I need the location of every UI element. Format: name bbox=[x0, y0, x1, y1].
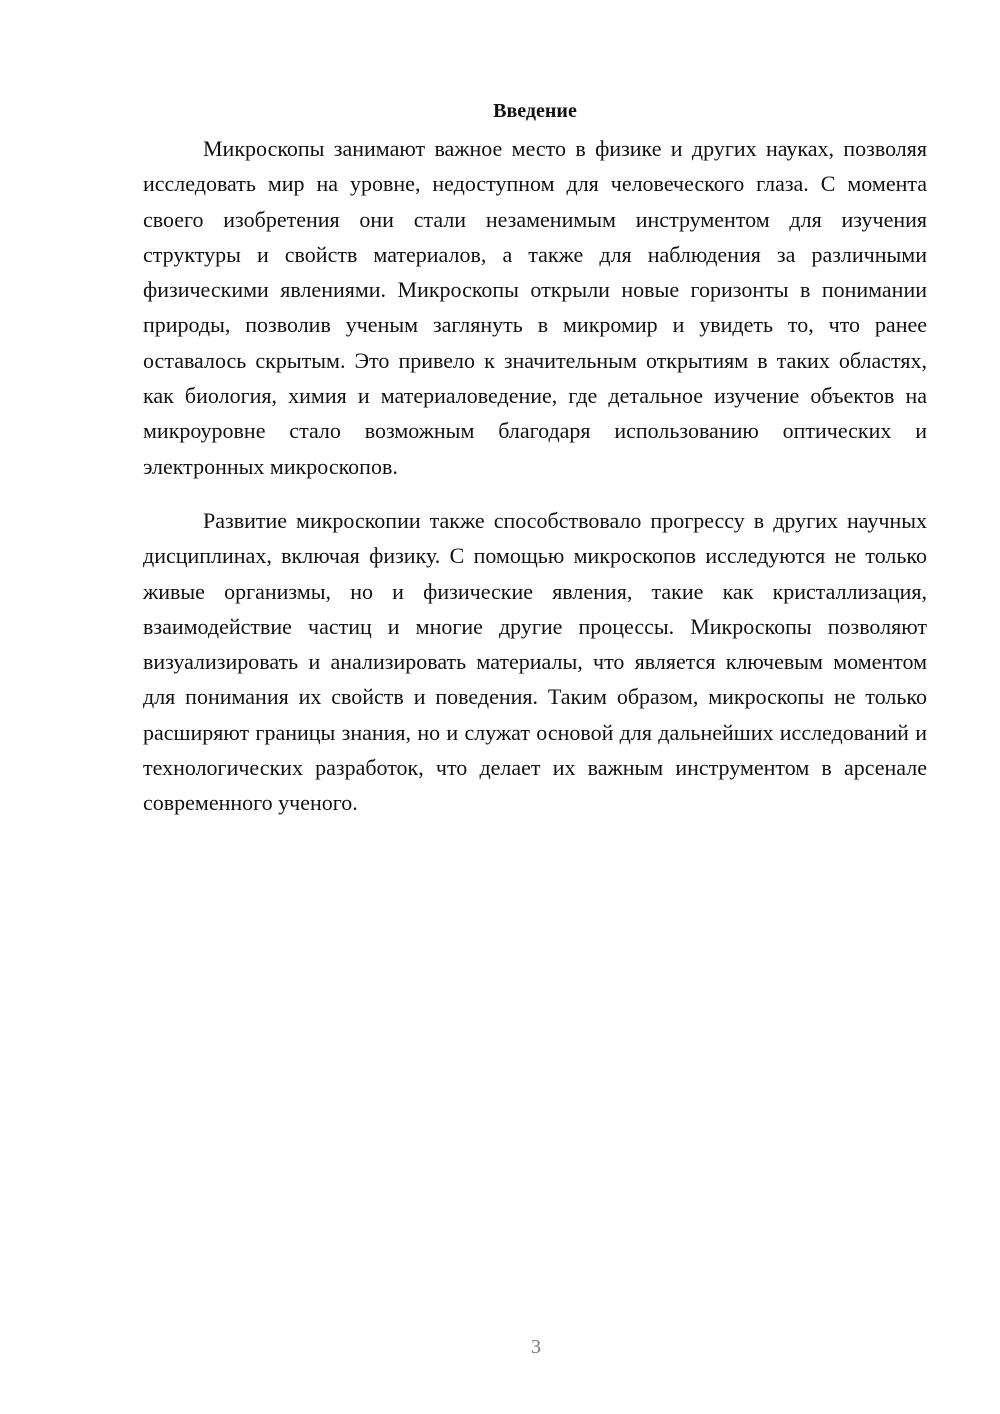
page-content bbox=[143, 96, 927, 821]
section-heading: Введение bbox=[493, 100, 577, 122]
page-number: 3 bbox=[531, 1336, 541, 1358]
paragraph-1: Микроскопы занимают важное место в физике и других науках, позволяя исследовать мир на уровне, недоступном для человеческого глаза. С момента своего изобретения они стали незаменимым инструментом для изучения структуры и свойств материалов, а также для наблюдения за различными физическими явлениями. Микроскопы открыли новые горизонты в понимании природы, позволив ученым заглянуть в микромир и увидеть то, что ранее оставалось скрытым. Это привело к значительным открытиям в таких областях, как биология, химия и материаловедение, где детальное изучение объектов на микроуровне стало возможным благодаря использованию оптических и электронных микроскопов. bbox=[143, 136, 927, 479]
paragraph-2: Развитие микроскопии также способствовало прогрессу в других научных дисциплинах, включая физику. С помощью микроскопов исследуются не только живые организмы, но и физические явления, такие как кристаллизация, взаимодействие частиц и многие другие процессы. Микроскопы позволяют визуализировать и анализировать материалы, что является ключевым моментом для понимания их свойств и поведения. Таким образом, микроскопы не только расширяют границы знания, но и служат основой для дальнейших исследований и технологических разработок, что делает их важным инструментом в арсенале современного ученого. bbox=[143, 507, 927, 816]
